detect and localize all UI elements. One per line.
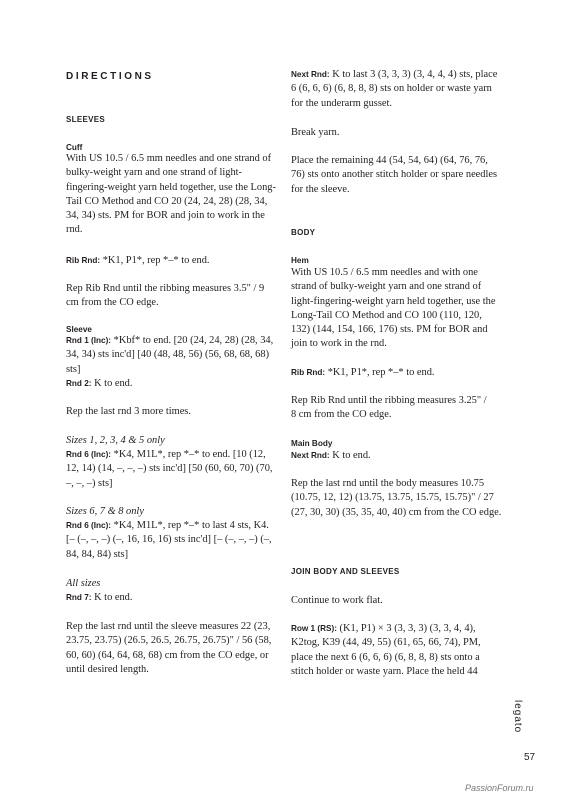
rib-text-right: *K1, P1*, rep *–* to end. (325, 367, 435, 378)
rnd2-text: K to end. (91, 378, 133, 389)
all-sizes: All sizes (66, 578, 101, 589)
rep-body: Rep the last rnd until the body measures 10.75 (10.75, 12, 12) (13.75, 13.75, 15.75, 15.75)" / 27 (27, 30, 30) (35, 35, 40, 40) cm from the CO edge. (291, 478, 502, 518)
sizes-b: Sizes 6, 7 & 8 only (66, 506, 144, 517)
next-label: Next Rnd: (291, 70, 330, 79)
rep-rib-left: Rep Rib Rnd until the ribbing measures 3.5" / 9 cm from the CO edge. (66, 283, 265, 309)
next2-label: Next Rnd: (291, 451, 330, 460)
rnd6a (66, 448, 278, 491)
next2-text: K to end. (329, 450, 371, 461)
rnd6b (66, 519, 278, 562)
continue-flat: Continue to work flat. (291, 595, 383, 606)
rib-rnd-left (66, 254, 281, 268)
cuff-subheading: Cuff (66, 143, 83, 152)
sleeve-subheading: Sleeve (66, 325, 92, 334)
rib-label-right: Rib Rnd: (291, 368, 326, 377)
running-title: legato (512, 700, 523, 734)
rep-sleeve: Rep the last rnd until the sleeve measures 22 (23, 23.75, 23.75) (26.5, 26.5, 26.75, 26.75)" / 56 (58, 60, 60) (64, 64, 68, 68) cm from the CO edge, or until desired length. (66, 621, 272, 675)
row1-label: Row 1 (RS): (291, 624, 337, 633)
rep-last-3: Rep the last rnd 3 more times. (66, 406, 191, 417)
next-rnd-body (291, 449, 506, 463)
rnd6a-text: *K4, M1L*, rep *–* to end. [10 (12, 12, 14) (14, –, –, –) sts inc'd] [50 (60, 60, 70) (70, –, –, –) sts] (66, 449, 273, 489)
rnd2-label: Rnd 2: (66, 379, 92, 388)
rib-label: Rib Rnd: (66, 256, 101, 265)
cuff-paragraph: With US 10.5 / 6.5 mm needles and one strand of bulky-weight yarn and one strand of light-fingering-weight yarn held together, use the Long-Tail CO Method and CO 20 (24, 24, 28) (28, 34, 34, 34) sts. PM for BOR and join to work in the rnd. (66, 153, 276, 236)
rnd1-text: *Kbf* to end. [20 (24, 24, 28) (28, 34, 34, 34) sts inc'd] [40 (48, 48, 56) (56, 68, 68, 68) sts] (66, 335, 274, 375)
break-yarn: Break yarn. (291, 127, 340, 138)
rnd7-label: Rnd 7: (66, 593, 92, 602)
main-body-subheading: Main Body (291, 439, 333, 448)
rnd2 (66, 377, 281, 391)
join-heading: JOIN BODY AND SLEEVES (291, 567, 400, 576)
body-heading: BODY (291, 228, 316, 237)
rib-rnd-right (291, 366, 506, 380)
rep-rib-right: Rep Rib Rnd until the ribbing measures 3.25" / 8 cm from the CO edge. (291, 395, 487, 421)
rnd1-label: Rnd 1 (Inc): (66, 336, 112, 345)
next-rnd-right (291, 68, 501, 111)
rnd6b-label: Rnd 6 (Inc): (66, 521, 112, 530)
sizes-a: Sizes 1, 2, 3, 4 & 5 only (66, 435, 165, 446)
rnd7-text: K to end. (91, 592, 133, 603)
hem-subheading: Hem (291, 256, 309, 265)
rnd6a-label: Rnd 6 (Inc): (66, 450, 112, 459)
sleeves-heading: SLEEVES (66, 115, 106, 124)
row1 (291, 622, 503, 679)
rnd6b-text: *K4, M1L*, rep *–* to last 4 sts, K4. [– (–, –, –) (–, 16, 16, 16) sts inc'd] [– (–, –, –) (–, 84, 84, 84) sts] (66, 520, 272, 560)
row1-text: (K1, P1) × 3 (3, 3, 3) (3, 3, 4, 4), K2tog, K39 (44, 49, 55) (61, 65, 66, 74), PM, place the next 6 (6, 6, 6) (6, 8, 8, 8) sts onto a stitch holder or waste yarn. Place the held 44 (291, 623, 481, 677)
next-text: K to last 3 (3, 3, 3) (3, 4, 4, 4) sts, place 6 (6, 6, 6) (6, 8, 8, 8) sts on holder or waste yarn for the underarm gusset. (291, 69, 498, 109)
rib-text: *K1, P1*, rep *–* to end. (100, 255, 210, 266)
rnd7 (66, 591, 281, 605)
hem-paragraph: With US 10.5 / 6.5 mm needles and with one strand of bulky-weight yarn and one strand of light-fingering-weight yarn held together, use the Long-Tail CO Method and CO 100 (110, 120, 132) (144, 154, 166, 176) sts. PM for BOR and join to work in the rnd. (291, 267, 496, 350)
directions-heading: DIRECTIONS (66, 71, 154, 82)
page-number: 57 (524, 752, 536, 763)
rnd1 (66, 334, 278, 377)
place-remaining: Place the remaining 44 (54, 54, 64) (64, 76, 76, 76) sts onto another stitch holder or spare needles for the sleeve. (291, 155, 498, 195)
watermark: PassionForum.ru (465, 783, 534, 793)
